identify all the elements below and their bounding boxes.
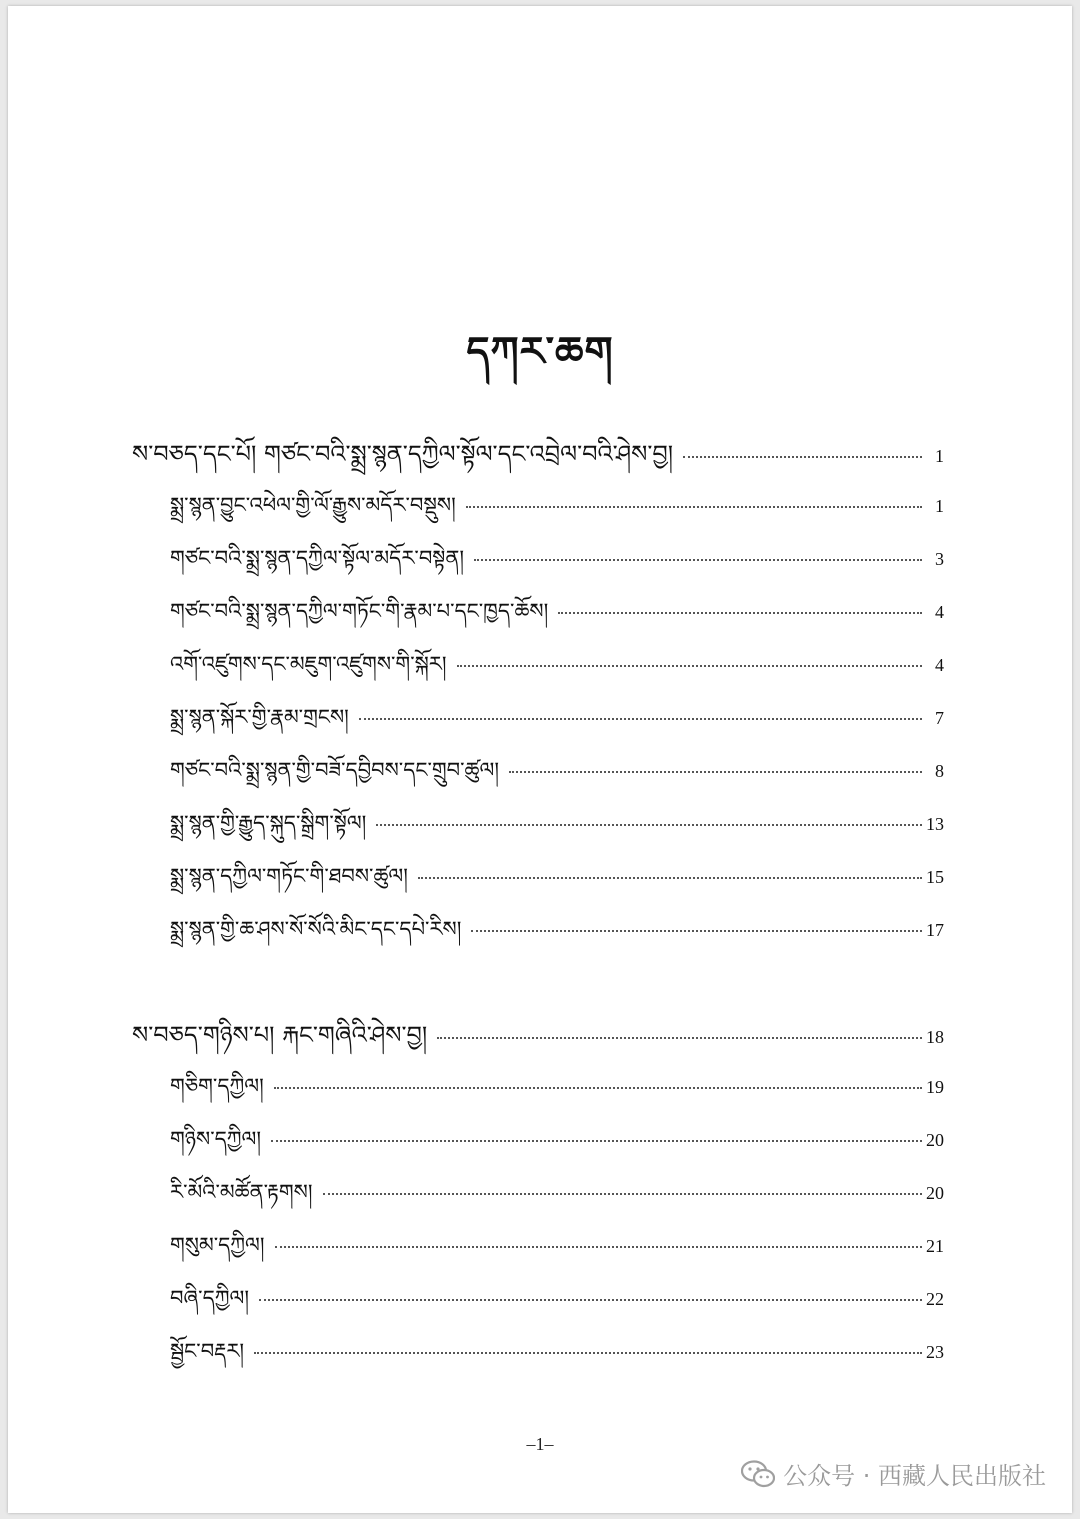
toc-leader-dots — [376, 823, 922, 826]
toc-item-label: བཞི་དཀྱིལ། — [170, 1286, 250, 1310]
toc-leader-dots — [254, 1351, 922, 1354]
toc-leader-dots — [275, 1245, 922, 1248]
toc-leader-dots — [418, 876, 922, 879]
toc-page-number: 17 — [926, 920, 944, 940]
toc-page-number: 8 — [935, 761, 944, 781]
toc-page-number: 18 — [926, 1027, 944, 1047]
toc-item-label: སྦྱོང་བརྡར། — [170, 1339, 245, 1363]
toc-page-number: 7 — [935, 708, 944, 728]
toc-leader-dots — [259, 1298, 922, 1301]
page-number: –1– — [526, 1434, 554, 1454]
toc-leader-dots — [323, 1192, 923, 1195]
toc-leader-dots — [457, 664, 922, 667]
toc-page-number: 21 — [926, 1236, 944, 1256]
toc-page-number: 22 — [926, 1289, 944, 1309]
toc-page-number: 13 — [926, 814, 944, 834]
wechat-icon — [741, 1460, 775, 1488]
toc-item[interactable] — [170, 853, 944, 912]
toc-page-number: 23 — [926, 1342, 944, 1362]
toc-item-label: སྨྲ་སྙན་གྱི་རྒྱུད་སྐུད་སྒྲིག་སྟོལ། — [170, 811, 367, 835]
toc-chapter-label: ས་བཅད་དང་པོ། གཙང་བའི་སྨྲ་སྙན་དཀྱིལ་སྟོལ་དང་འབྲེལ་བའི་ཤེས་བྱ། — [132, 440, 674, 468]
toc-item[interactable] — [170, 1222, 944, 1281]
toc-item[interactable] — [170, 1169, 944, 1228]
toc-item[interactable] — [170, 906, 944, 965]
watermark — [741, 1456, 1046, 1491]
toc-item[interactable] — [170, 482, 944, 541]
watermark-text: 公众号 · 西藏人民出版社 — [783, 1462, 1046, 1490]
toc-item[interactable] — [170, 800, 944, 859]
toc-item[interactable] — [170, 1328, 944, 1387]
toc-item[interactable] — [170, 1275, 944, 1334]
toc-item-label: གཅིག་དཀྱིལ། — [170, 1074, 264, 1098]
toc-leader-dots — [471, 929, 922, 932]
toc-item-label: གཙང་བའི་སྨྲ་སྙན་དཀྱིལ་གཏོང་གི་རྣམ་པ་དང་ཁྱད་ཆོས། — [170, 599, 549, 623]
toc-leader-dots — [437, 1036, 922, 1039]
toc-leader-dots — [558, 611, 922, 614]
toc-leader-dots — [683, 455, 922, 458]
toc-item-label: སྨྲ་སྙན་གྱི་ཆ་ཤས་སོ་སོའི་མིང་དང་དཔེ་རིས། — [170, 917, 462, 941]
toc-item-label: སྨྲ་སྙན་དཀྱིལ་གཏོང་གི་ཐབས་ཚུལ། — [170, 864, 408, 888]
toc-page-number: 4 — [935, 655, 944, 675]
document-page — [8, 6, 1072, 1513]
toc-page-number: 3 — [935, 549, 944, 569]
toc-item-label: གཙང་བའི་སྨྲ་སྙན་དཀྱིལ་སྟོལ་མདོར་བསྟེན། — [170, 546, 465, 570]
toc-page-number: 20 — [926, 1130, 944, 1150]
toc-item-label: གཙང་བའི་སྨྲ་སྙན་གྱི་བཟོ་དབྱིབས་དང་གྲུབ་ཚུལ། — [170, 758, 499, 782]
toc-page-number: 20 — [926, 1183, 944, 1203]
toc-item-label: སྨྲ་སྙན་སྐོར་གྱི་རྣམ་གྲངས། — [170, 705, 349, 729]
toc-item-label: གསུམ་དཀྱིལ། — [170, 1233, 265, 1257]
toc-item[interactable] — [170, 641, 944, 700]
page-title: དཀར་ཆག — [466, 328, 614, 375]
toc-item-label: རི་མོའི་མཚོན་རྟགས། — [170, 1180, 313, 1204]
toc-item[interactable] — [170, 1063, 944, 1122]
toc-leader-dots — [466, 505, 922, 508]
toc-page-number: 4 — [935, 602, 944, 622]
toc-leader-dots — [474, 558, 922, 561]
toc-item[interactable] — [170, 588, 944, 647]
toc-page-number: 15 — [926, 867, 944, 887]
toc-item[interactable] — [170, 535, 944, 594]
toc-leader-dots — [509, 770, 922, 773]
toc-leader-dots — [271, 1139, 922, 1142]
toc-item[interactable] — [170, 1116, 944, 1175]
toc-item-label: འགོ་འཛུགས་དང་མཇུག་འཛུགས་གི་སྐོར། — [170, 652, 447, 676]
toc-item-label: སྨྲ་སྙན་བྱུང་འཕེལ་གྱི་ལོ་རྒྱུས་མདོར་བསྡུས། — [170, 493, 456, 517]
toc-leader-dots — [359, 717, 922, 720]
toc-item[interactable] — [170, 747, 944, 806]
toc-page-number: 1 — [935, 496, 944, 516]
toc-page-number: 19 — [926, 1077, 944, 1097]
toc-item-label: གཉིས་དཀྱིལ། — [170, 1127, 262, 1151]
toc-leader-dots — [274, 1086, 922, 1089]
toc-item[interactable] — [170, 694, 944, 753]
toc-page-number: 1 — [935, 446, 944, 466]
toc-chapter-label: ས་བཅད་གཉིས་པ། རྐང་གཞིའི་ཤེས་བྱ། — [132, 1021, 428, 1049]
